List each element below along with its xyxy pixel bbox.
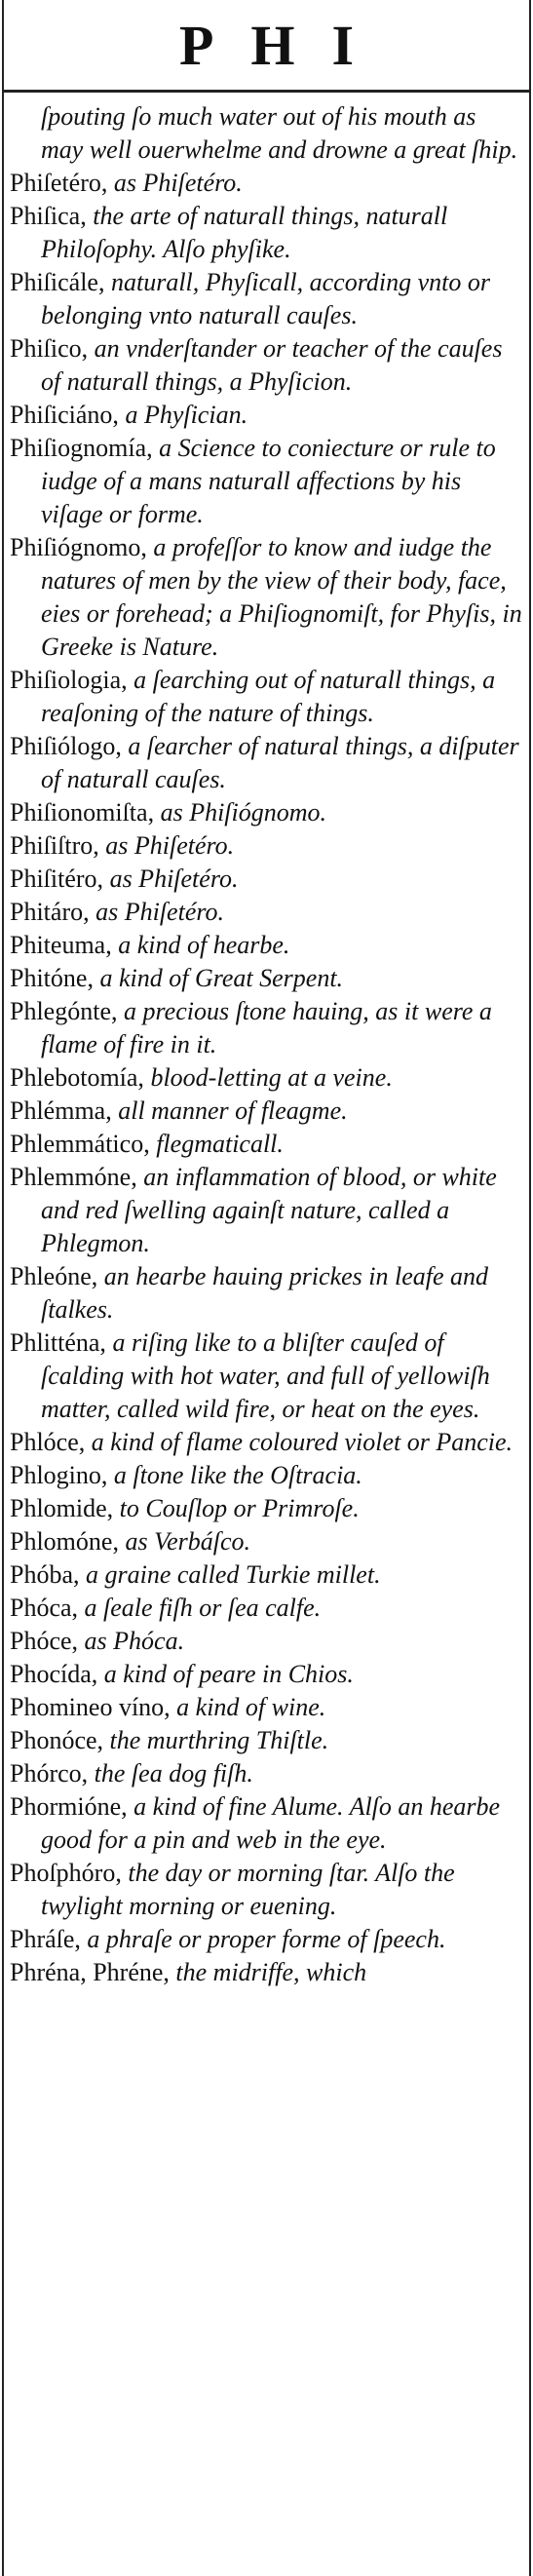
- entry-definition: all manner of fleagme.: [111, 1096, 348, 1125]
- dictionary-entry: [10, 167, 523, 200]
- dictionary-entry: [10, 1658, 523, 1691]
- dictionary-entry: [10, 1724, 523, 1757]
- entry-definition: a kind of Great Serpent.: [93, 964, 344, 992]
- entry-headword: Phoſphóro,: [10, 1859, 122, 1887]
- entry-definition: a ſearching out of naturall things, a reaſoning of the nature of things.: [41, 666, 496, 727]
- entry-definition: an inflammation of blood, or white and red ſwelling againſt nature, called a Phlegmon.: [41, 1163, 497, 1257]
- entry-definition: an vnderſtander or teacher of the cauſes of naturall things, a Phyſicion.: [41, 334, 503, 396]
- entry-headword: Phormióne,: [10, 1792, 128, 1821]
- entry-headword: Phiſetéro,: [10, 169, 108, 197]
- entry-definition: a profeſſor to know and iudge the natures of men by the view of their body, face, eies or forehead; a Phiſiognomiſt, for Phyſis, in Greeke is Nature.: [41, 533, 522, 661]
- dictionary-entry: [10, 1260, 523, 1326]
- left-border-rule: [2, 0, 4, 2576]
- entry-headword: Phitáro,: [10, 898, 90, 926]
- entry-headword: Phlitténa,: [10, 1328, 106, 1357]
- page-header-title: PHI: [178, 13, 392, 77]
- dictionary-entry: [10, 1426, 523, 1459]
- dictionary-entry: [10, 1691, 523, 1724]
- entry-definition: as Phiſetéro.: [107, 169, 243, 197]
- dictionary-entry: [10, 1757, 523, 1790]
- entry-headword: Phonóce,: [10, 1726, 104, 1754]
- entry-definition: as Phiſetéro.: [98, 831, 235, 860]
- dictionary-entry: [10, 531, 523, 664]
- entry-headword: Phlémma,: [10, 1096, 112, 1125]
- entry-headword: Phiſico,: [10, 334, 89, 363]
- dictionary-entry: [10, 1492, 523, 1525]
- entry-headword: Phóce,: [10, 1627, 79, 1655]
- entry-definition: to Couſlop or Primroſe.: [113, 1494, 360, 1522]
- dictionary-entry: [10, 995, 523, 1061]
- dictionary-entry: [10, 1525, 523, 1558]
- entry-headword: Phlomóne,: [10, 1527, 119, 1556]
- entry-headword: Phlemmático,: [10, 1130, 150, 1158]
- dictionary-entry: [10, 1790, 523, 1857]
- entry-headword: Phóba,: [10, 1560, 80, 1589]
- entry-headword: Phlomide,: [10, 1494, 114, 1522]
- dictionary-entry: [10, 796, 523, 829]
- entry-headword: Phiſiógnomo,: [10, 533, 147, 561]
- entry-headword: Phlogino,: [10, 1461, 108, 1489]
- dictionary-entry: [10, 962, 523, 995]
- dictionary-entry: [10, 1326, 523, 1426]
- entry-headword: Phiſiognomía,: [10, 434, 153, 462]
- entry-headword: Phiſiólogo,: [10, 732, 122, 760]
- dictionary-entry: [10, 829, 523, 863]
- entry-definition: the midriffe, which: [169, 1958, 367, 1986]
- dictionary-entry: [10, 1459, 523, 1492]
- entry-definition: flegmaticall.: [149, 1130, 284, 1158]
- entry-definition: a kind of hearbe.: [111, 931, 290, 959]
- entry-definition: a phraſe or proper forme of ſpeech.: [80, 1925, 446, 1953]
- entry-headword: Phórco,: [10, 1759, 89, 1788]
- entry-definition: as Phiſetéro.: [89, 898, 225, 926]
- entry-definition: a Phyſician.: [118, 401, 248, 429]
- entry-definition: a ſearcher of natural things, a diſputer of naturall cauſes.: [41, 732, 519, 793]
- entry-definition: an hearbe hauing prickes in leafe and ſtalkes.: [41, 1262, 489, 1324]
- entry-headword: Phlegónte,: [10, 997, 118, 1025]
- entry-definition: a Science to coniecture or rule to iudge of a mans naturall affections by his viſage or forme.: [41, 434, 496, 528]
- entry-definition: blood-letting at a veine.: [143, 1063, 393, 1092]
- right-border-rule: [529, 0, 531, 2576]
- entry-definition: a ſeale fiſh or ſea calfe.: [78, 1594, 322, 1622]
- entry-definition: a ſtone like the Oſtracia.: [107, 1461, 362, 1489]
- entry-headword: Phitóne,: [10, 964, 94, 992]
- entry-headword: Phréna, Phréne,: [10, 1958, 170, 1986]
- page-header: [4, 0, 529, 93]
- entry-definition: the murthring Thiſtle.: [103, 1726, 329, 1754]
- dictionary-entry: [10, 266, 523, 332]
- entry-headword: Phiſiſtro,: [10, 831, 99, 860]
- entry-definition: as Verbáſco.: [118, 1527, 250, 1556]
- dictionary-entry: [10, 399, 523, 432]
- entry-definition: a riſing like to a bliſter cauſed of ſcalding with hot water, and full of yellowiſh matter, called wild fire, or heat on the eyes.: [41, 1328, 490, 1423]
- dictionary-entry: [10, 1857, 523, 1923]
- entry-definition: the day or morning ſtar. Alſo the twylight morning or euening.: [41, 1859, 455, 1920]
- entry-definition: a kind of wine.: [170, 1693, 326, 1721]
- entry-list: [10, 100, 523, 1989]
- dictionary-entry: [10, 896, 523, 929]
- entry-definition: naturall, Phyſicall, according vnto or belonging vnto naturall cauſes.: [41, 268, 490, 329]
- entry-definition: ſpouting ſo much water out of his mouth as may well ouerwhelme and drowne a great ſhip.: [41, 102, 518, 164]
- entry-headword: Phiteuma,: [10, 931, 112, 959]
- dictionary-entry: [10, 100, 523, 167]
- dictionary-entry: [10, 1956, 523, 1989]
- entry-definition: a precious ſtone hauing, as it were a flame of fire in it.: [41, 997, 492, 1058]
- dictionary-entry: [10, 1625, 523, 1658]
- dictionary-entry: [10, 730, 523, 796]
- entry-headword: Phomineo víno,: [10, 1693, 171, 1721]
- dictionary-entry: [10, 929, 523, 962]
- entry-headword: Phiſitéro,: [10, 865, 104, 893]
- entry-definition: as Phiſiógnomo.: [154, 798, 327, 827]
- entry-definition: as Phiſetéro.: [103, 865, 239, 893]
- entry-definition: a kind of fine Alume. Alſo an hearbe good for a pin and web in the eye.: [41, 1792, 501, 1854]
- entry-headword: Phiſiologia,: [10, 666, 128, 694]
- dictionary-entry: [10, 863, 523, 896]
- dictionary-entry: [10, 1128, 523, 1161]
- dictionary-entry: [10, 332, 523, 399]
- entry-headword: Phiſica,: [10, 202, 87, 230]
- entry-headword: Phiſionomiſta,: [10, 798, 155, 827]
- entry-definition: the arte of naturall things, naturall Philoſophy. Alſo phyſike.: [41, 202, 448, 263]
- entry-definition: as Phóca.: [78, 1627, 185, 1655]
- dictionary-entry: [10, 1061, 523, 1095]
- dictionary-entry: [10, 1923, 523, 1956]
- dictionary-entry: [10, 664, 523, 730]
- dictionary-entry: [10, 1161, 523, 1260]
- dictionary-entry: [10, 200, 523, 266]
- entry-definition: a kind of flame coloured violet or Pancie.: [85, 1428, 514, 1456]
- dictionary-entry: [10, 1558, 523, 1592]
- entry-definition: a kind of peare in Chios.: [97, 1660, 354, 1688]
- entry-headword: Phlóce,: [10, 1428, 86, 1456]
- entry-definition: the ſea dog fiſh.: [88, 1759, 253, 1788]
- entry-headword: Phiſiciáno,: [10, 401, 119, 429]
- entry-headword: Phlemmóne,: [10, 1163, 137, 1191]
- dictionary-entry: [10, 432, 523, 531]
- entry-headword: Phleóne,: [10, 1262, 98, 1290]
- entry-headword: Phóca,: [10, 1594, 79, 1622]
- dictionary-entry: [10, 1592, 523, 1625]
- entry-headword: Phiſicále,: [10, 268, 105, 296]
- entry-headword: Phráſe,: [10, 1925, 81, 1953]
- entry-definition: a graine called Turkie millet.: [79, 1560, 381, 1589]
- entry-headword: Phocída,: [10, 1660, 98, 1688]
- entry-headword: Phlebotomía,: [10, 1063, 144, 1092]
- dictionary-entry: [10, 1095, 523, 1128]
